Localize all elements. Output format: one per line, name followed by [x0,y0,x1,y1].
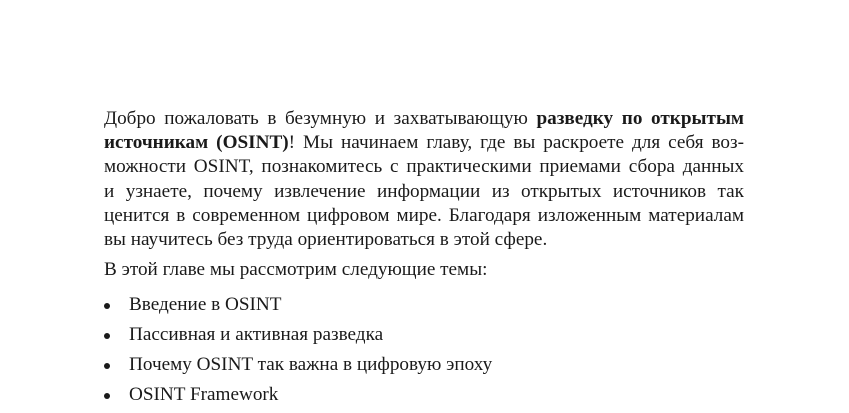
paragraph-text: Добро пожаловать в безумную и захватывающую [104,108,537,129]
list-item [104,293,492,323]
list-item [104,323,492,353]
list-item [104,353,492,383]
paragraph-line-3: можности OSINT, познакомитесь с практическими приемами сбора данных [104,156,744,178]
bullet-icon [104,303,110,309]
paragraph-line-6: вы научитесь без труда ориентироваться в этой сфере. [104,229,548,251]
bullet-icon [104,393,110,399]
topics-list [104,293,492,413]
topics-intro: В этой главе мы рассмотрим следующие темы: [104,259,488,280]
list-item-text: Введение в OSINT [129,294,282,315]
paragraph-line-1 [104,107,744,131]
bullet-icon [104,333,110,339]
paragraph-line-5: ценится в современном цифровом мире. Благодаря изложенным материалам [104,204,744,226]
intro-paragraph [104,107,744,252]
list-item [104,383,492,413]
bold-term: разведку по открытым [536,108,744,129]
paragraph-line-4: и узнаете, почему извлечение информации из открытых источников так [104,180,744,202]
bullet-icon [104,363,110,369]
paragraph-text: ! Мы начинаем главу, где вы раскроете для себя воз- [288,132,744,154]
list-item-text: Почему OSINT так важна в цифровую эпоху [129,354,493,375]
paragraph-line-2 [104,131,744,155]
bold-term: источникам (OSINT) [104,132,289,154]
list-item-text: Пассивная и активная разведка [129,324,384,345]
list-item-text: OSINT Framework [129,384,279,405]
